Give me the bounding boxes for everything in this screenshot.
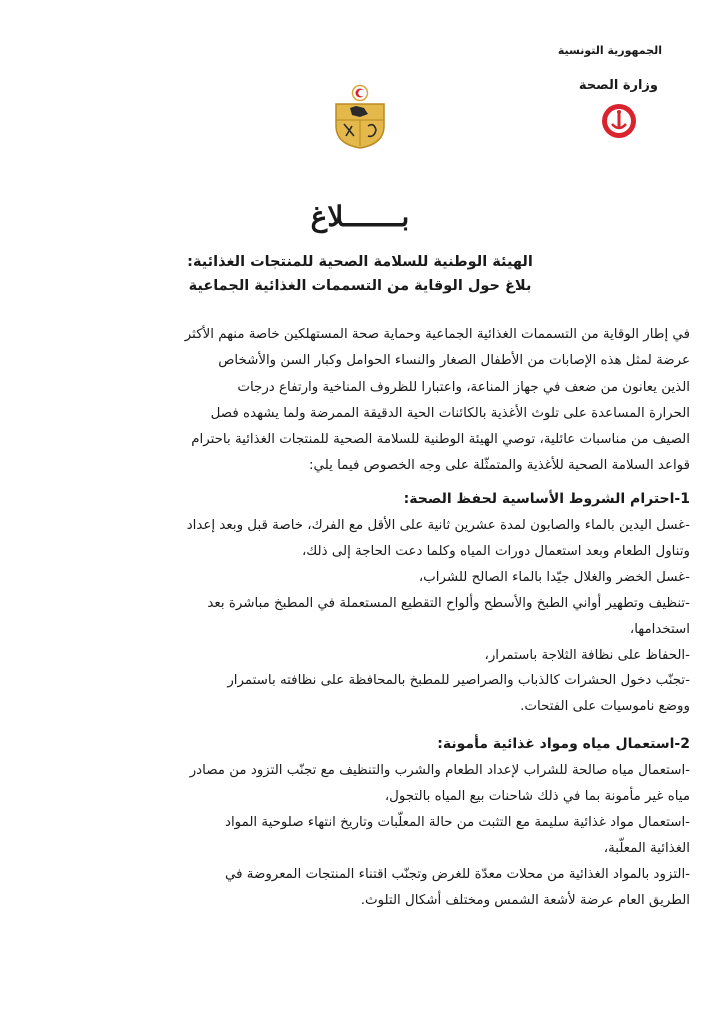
republic-label: الجمهورية التونسية xyxy=(557,44,662,57)
list-item: -تنظيف وتطهير أواني الطبخ والأسطح وألواح التقطيع المستعملة في المطبخ مباشرة بعد xyxy=(207,595,690,611)
list-item: الطريق العام عرضة لأشعة الشمس ومختلف أشكال التلوث. xyxy=(360,893,690,908)
list-item: -الحفاظ على نظافة الثلاجة باستمرار، xyxy=(484,647,690,663)
communique-subject: بلاغ حول الوقاية من التسممات الغذائية الجماعية xyxy=(188,278,532,294)
list-item: -تجنّب دخول الحشرات كالذباب والصراصير للمطبخ بالمحافظة على نظافته باستمرار xyxy=(227,673,690,689)
ministry-label: وزارة الصحة xyxy=(578,78,658,93)
issuer-heading: الهيئة الوطنية للسلامة الصحية للمنتجات الغذائية: xyxy=(187,254,533,270)
list-item: -غسل الخضر والغلال جيّدا بالماء الصالح للشراب، xyxy=(418,569,690,585)
list-item: ووضع ناموسيات على الفتحات. xyxy=(520,699,690,715)
list-item: -التزود بالمواد الغذائية من محلات معدّة للغرض وتجنّب اقتناء المنتجات المعروضة في xyxy=(224,867,690,882)
page-title: بـــــــلاغ xyxy=(310,200,410,233)
list-item: -استعمال مواد غذائية سليمة مع التثبت من حالة المعلّبات وتاريخ انتهاء صلوحية المواد xyxy=(224,815,690,830)
intro-line: في إطار الوقاية من التسممات الغذائية الجماعية وحماية صحة المستهلكين خاصة منهم الأكثر xyxy=(184,327,690,342)
intro-paragraph xyxy=(34,322,690,480)
list-item: -غسل اليدين بالماء والصابون لمدة عشرين ثانية على الأقل مع الفرك، خاصة قبل وبعد إعداد xyxy=(186,518,690,533)
tunisia-coat-of-arms-icon xyxy=(330,84,390,150)
intro-line: الذين يعانون من ضعف في جهاز المناعة، واعتبارا للظروف المناخية وارتفاع درجات xyxy=(237,379,690,395)
intro-line: عرضة لمثل هذه الإصابات من الأطفال الصغار والنساء الحوامل وكبار السن والأشخاص xyxy=(218,353,690,369)
list-item: وتناول الطعام وبعد استعمال دورات المياه وكلما دعت الحاجة إلى ذلك، xyxy=(301,543,690,559)
section-1-heading: 1-احترام الشروط الأساسية لحفظ الصحة: xyxy=(403,491,690,507)
list-item: مياه غير مأمونة بما في ذلك شاحنات بيع المياه بالتجول، xyxy=(384,789,690,804)
list-item: الغذائية المعلّبة، xyxy=(603,841,690,856)
section-1-list xyxy=(34,513,690,720)
section-2-heading: 2-استعمال مياه ومواد غذائية مأمونة: xyxy=(437,736,690,752)
intro-line: الحرارة المساعدة على تلوث الأغذية بالكائنات الحية الدقيقة الممرضة ولما يشهده فصل xyxy=(210,405,690,421)
section-2-list xyxy=(34,758,690,914)
list-item: -استعمال مياه صالحة للشراب لإعداد الطعام والشرب والتنظيف مع تجنّب التزود من مصادر xyxy=(189,763,690,778)
list-item: استخدامها، xyxy=(629,621,690,637)
intro-line: قواعد السلامة الصحية للأغذية والمتمثّلة على وجه الخصوص فيما يلي: xyxy=(309,458,690,474)
intro-line: الصيف من مناسبات عائلية، توصي الهيئة الوطنية للسلامة الصحية للمنتجات الغذائية باحترام xyxy=(191,432,690,448)
ministry-of-health-logo-icon xyxy=(600,102,638,140)
